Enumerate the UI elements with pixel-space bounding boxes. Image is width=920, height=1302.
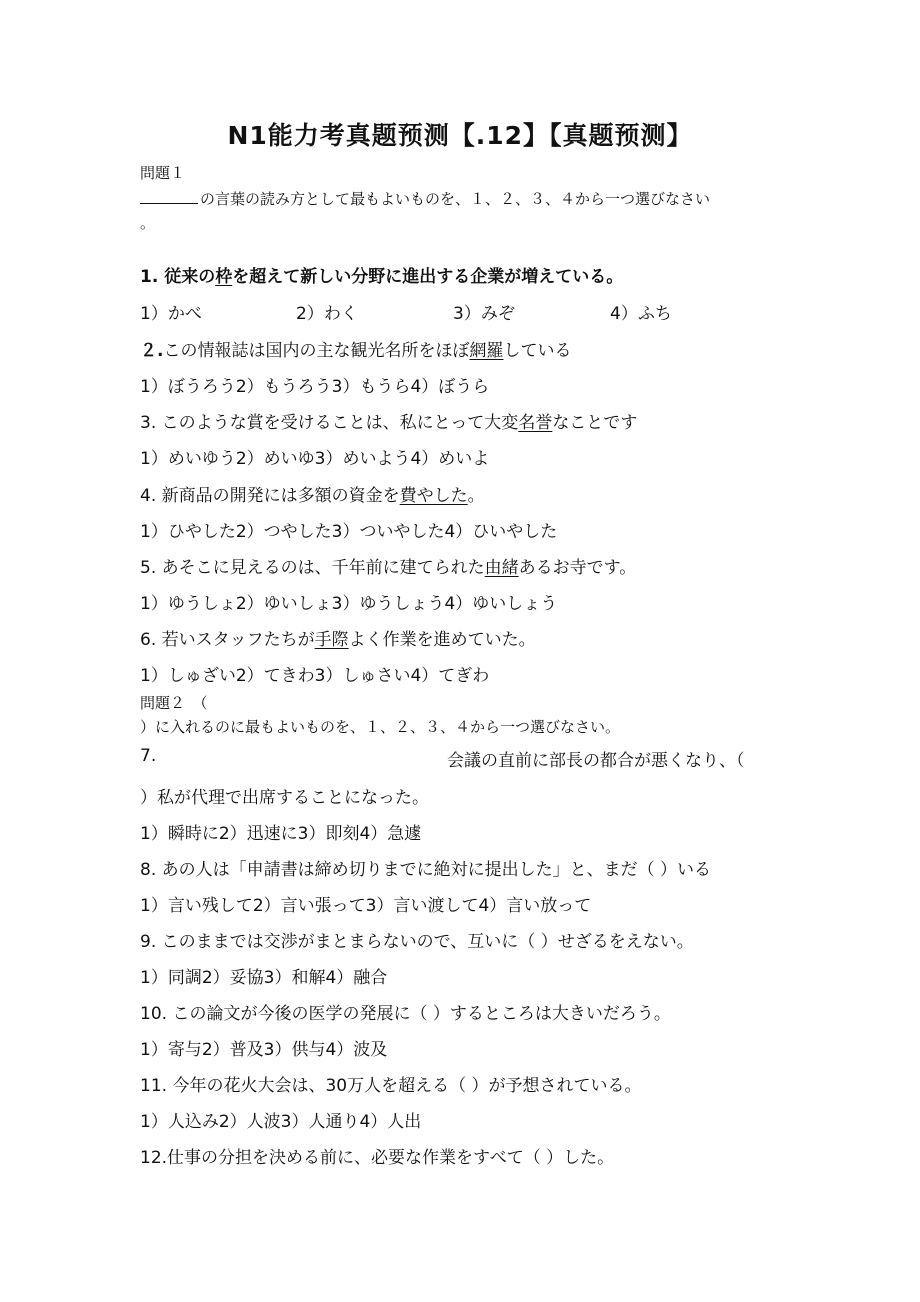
document-title: N1能力考真题预测【.12】【真题预测】 (227, 121, 693, 150)
q1-option-4: 4）ふち (610, 304, 672, 324)
underlined-word: 費やした (399, 486, 468, 506)
q7-text-cont: ）私が代理で出席することになった。 (140, 788, 429, 808)
question-text-post: あるお寺です。 (518, 558, 637, 578)
q10-options: 1）寄与2）普及3）供与4）波及 (140, 1040, 388, 1060)
question-text-pre: このような賞を受けることは、私にとって大変 (161, 413, 519, 433)
question-4 (140, 481, 485, 506)
q9-options: 1）同調2）妥協3）和解4）融合 (140, 968, 388, 988)
q7-number: 7. (140, 746, 157, 766)
question-text: このままでは交渉がまとまらないので、互いに（ ）せざるをえない。 (161, 932, 694, 952)
question-3 (140, 408, 637, 433)
question-text: 今年の花火大会は、30万人を超える（ ）が予想されている。 (172, 1076, 642, 1096)
question-text-pre: 若いスタッフたちが (161, 630, 315, 650)
q6-options: 1）しゅざい2）てきわ3）しゅさい4）てぎわ (140, 666, 490, 686)
question-1 (140, 262, 623, 287)
question-number: 9. (140, 932, 157, 952)
question-text-post: している (503, 341, 572, 361)
underlined-word: 手際 (314, 630, 349, 650)
question-text: あの人は「申請書は締め切りまでに絶対に提出した」と、まだ（ ）いる (161, 860, 712, 880)
question-text-pre: 新商品の開発には多額の資金を (161, 486, 400, 506)
underlined-word: 名誉 (518, 413, 553, 433)
question-number: 8. (140, 860, 157, 880)
question-number: 11. (140, 1076, 168, 1096)
question-text-post: を超えて新しい分野に進出する企業が増えている。 (232, 267, 624, 287)
q1-option-3: 3）みぞ (453, 304, 515, 324)
q4-options: 1）ひやした2）つやした3）ついやした4）ひいやした (140, 522, 558, 542)
question-number: 5. (140, 558, 157, 578)
question-8 (140, 855, 711, 880)
q1-option-2: 2）わく (296, 304, 358, 324)
q5-options: 1）ゆうしょ2）ゆいしょ3）ゆうしょう4）ゆいしょう (140, 594, 558, 614)
q8-options: 1）言い残して2）言い張って3）言い渡して4）言い放って (140, 896, 592, 916)
q7-options: 1）瞬時に2）迅速に3）即刻4）急遽 (140, 824, 422, 844)
question-text-pre: この情報誌は国内の主な観光名所をほぼ (163, 341, 470, 361)
q1-option-1: 1）かべ (140, 304, 202, 324)
underlined-word: 枠 (215, 267, 233, 287)
q3-options: 1）めいゆう2）めいゆ3）めいよう4）めいよ (140, 449, 490, 469)
question-9 (140, 927, 694, 952)
question-text: この論文が今後の医学の発展に（ ）するところは大きいだろう。 (172, 1004, 671, 1024)
q2-options: 1）ぼうろう2）もうろう3）もうら4）ぼうら (140, 377, 490, 397)
question-10 (140, 999, 671, 1024)
question-11 (140, 1071, 642, 1096)
question-number: ２. (140, 341, 164, 361)
section2-heading: 問題２ （ (140, 694, 208, 712)
question-number: 1. (140, 267, 159, 287)
q7-text: 会議の直前に部長の都合が悪くなり、（ (447, 751, 745, 771)
question-2 (140, 336, 571, 361)
question-text-pre: あそこに見えるのは、千年前に建てられた (161, 558, 485, 578)
section1-heading: 問題１ (140, 164, 186, 182)
question-number: 10. (140, 1004, 168, 1024)
q11-options: 1）人込み2）人波3）人通り4）人出 (140, 1112, 422, 1132)
question-number: 12. (140, 1148, 168, 1168)
question-text-post: 。 (467, 486, 485, 506)
section2-instruction: ）に入れるのに最もよいものを、１、２、３、４から一つ選びなさい。 (140, 718, 621, 736)
section1-instruction (140, 188, 710, 209)
question-number: 6. (140, 630, 157, 650)
question-12 (140, 1143, 614, 1168)
question-text-pre: 従来の (164, 267, 216, 287)
answer-blank (140, 189, 198, 204)
question-text-post: なことです (552, 413, 638, 433)
section1-instruction-end: 。 (140, 214, 156, 232)
underlined-word: 由緒 (484, 558, 519, 578)
question-number: 3. (140, 413, 157, 433)
underlined-word: 網羅 (469, 341, 504, 361)
question-number: 4. (140, 486, 157, 506)
question-text: 仕事の分担を決める前に、必要な作業をすべて（ ）した。 (167, 1148, 615, 1168)
question-5 (140, 553, 636, 578)
question-6 (140, 625, 536, 650)
question-text-post: よく作業を進めていた。 (348, 630, 536, 650)
section1-instruction-text: の言葉の読み方として最もよいものを、１、２、３、４から一つ選びなさい (200, 190, 711, 208)
